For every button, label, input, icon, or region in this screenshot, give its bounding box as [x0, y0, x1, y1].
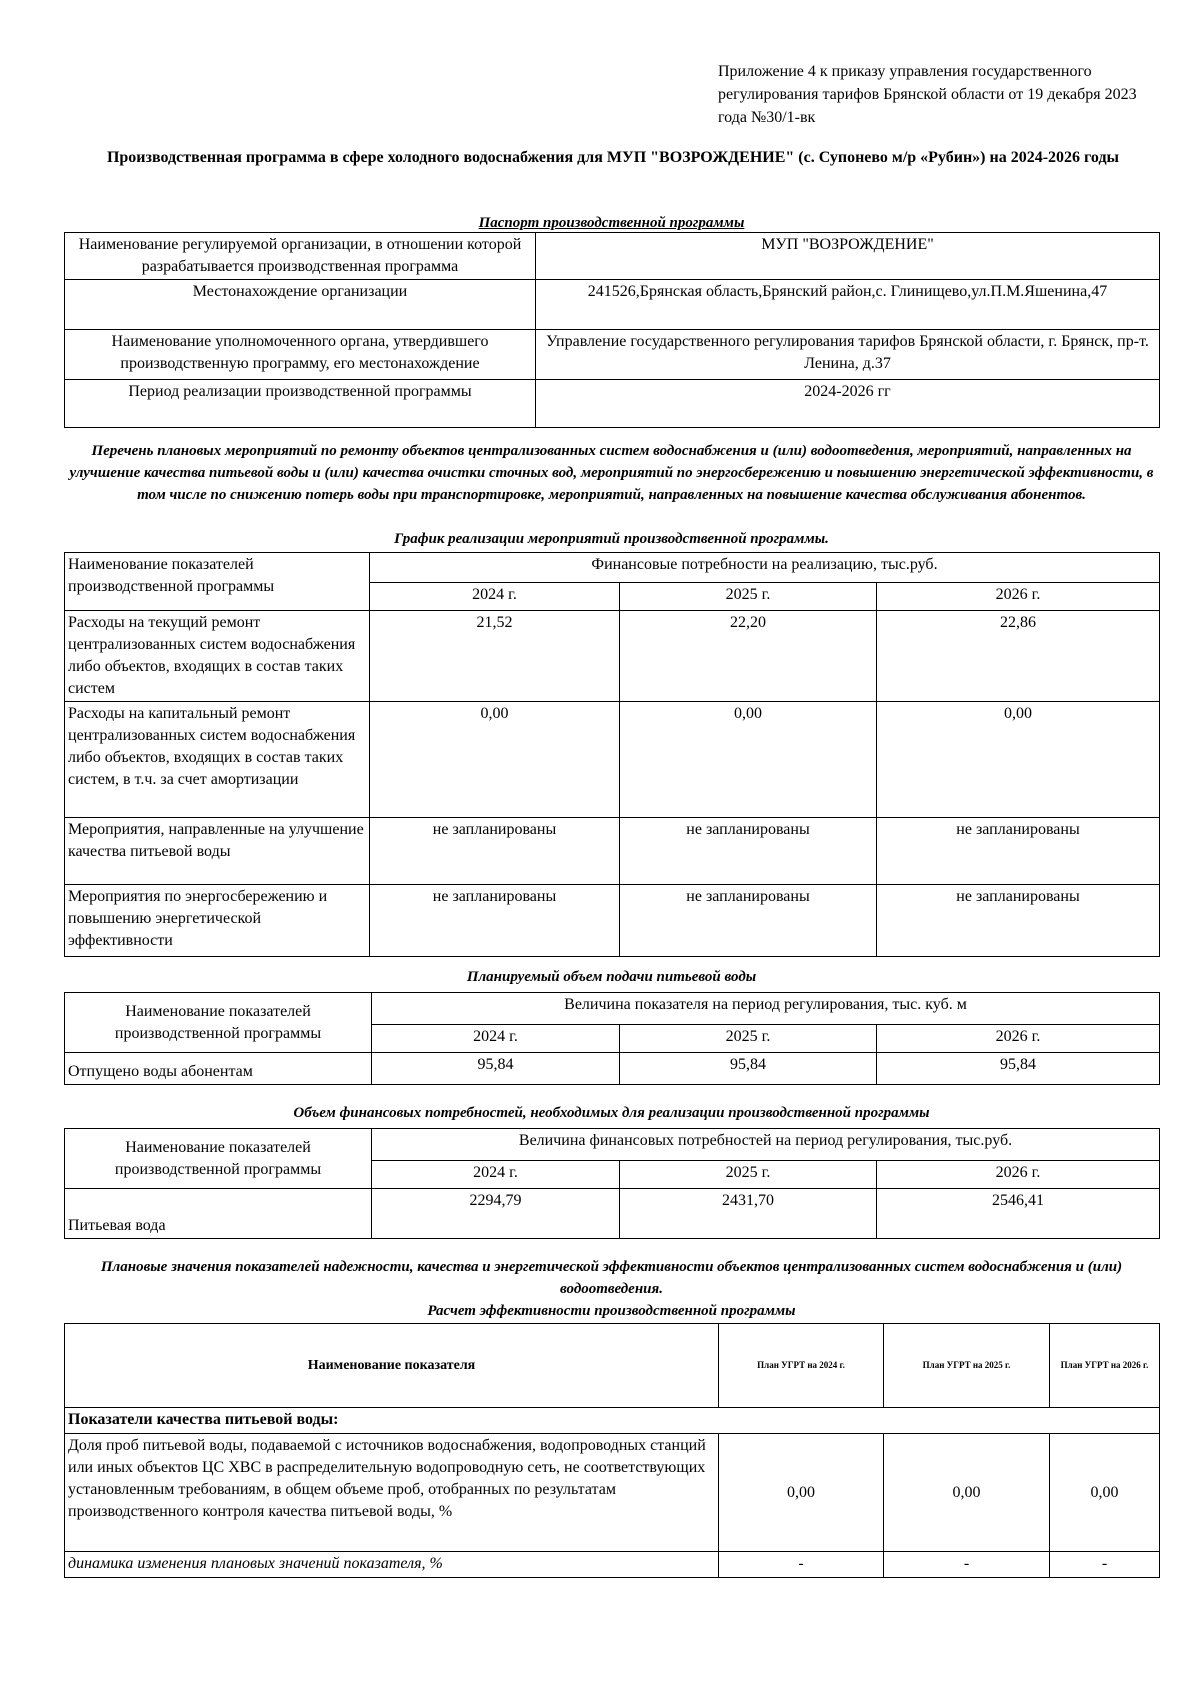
column-group-header: Финансовые потребности на реализацию, тыс.руб. [370, 553, 1160, 583]
measures-table [64, 552, 1160, 957]
cell-value: 2546,41 [877, 1189, 1160, 1239]
plan-column-header: План УГРТ на 2026 г. [1050, 1324, 1160, 1408]
cell-value: 2431,70 [620, 1189, 877, 1239]
section-row: Показатели качества питьевой воды: [65, 1408, 1160, 1434]
passport-label: Местонахождение организации [65, 280, 536, 330]
passport-label: Наименование уполномоченного органа, утвердившего производственную программу, его местонахождение [65, 330, 536, 380]
cell-value: 0,00 [877, 702, 1160, 818]
year-header: 2024 г. [370, 583, 620, 611]
finance-heading: Объем финансовых потребностей, необходимых для реализации производственной программы [293, 1105, 930, 1121]
cell-value: не запланированы [370, 818, 620, 885]
table-row [65, 1189, 1160, 1239]
measures-heading: Перечень плановых мероприятий по ремонту объектов централизованных систем водоснабжения и (или) водоотведения, мероприятий, направленных на улучшение качества питьевой воды и (или) качества очистки сточных вод, мероприятий по энергосбережению и повышению энергетической эффективности, в том числе по снижению потерь воды при транспортировке, мероприятий, направленных на повышение качества обслуживания абонентов. [69, 443, 1154, 503]
table-row [65, 1324, 1160, 1408]
cell-value: 22,20 [620, 611, 877, 702]
table-row [65, 380, 1160, 428]
row-label: динамика изменения плановых значений показателя, % [65, 1552, 719, 1578]
cell-value: 95,84 [877, 1053, 1160, 1085]
table-row [65, 330, 1160, 380]
row-label: Мероприятия по энергосбережению и повышению энергетической эффективности [65, 885, 370, 957]
passport-value: 241526,Брянская область,Брянский район,с. Глинищево,ул.П.М.Яшенина,47 [536, 280, 1160, 330]
table-row [65, 993, 1160, 1025]
year-header: 2025 г. [620, 1025, 877, 1053]
volume-heading: Планируемый объем подачи питьевой воды [466, 969, 757, 985]
cell-value: - [719, 1552, 884, 1578]
finance-table [64, 1128, 1160, 1239]
cell-value: 0,00 [1050, 1434, 1160, 1552]
table-row [65, 1552, 1160, 1578]
row-label: Питьевая вода [65, 1189, 372, 1239]
table-row [65, 818, 1160, 885]
table-row [65, 702, 1160, 818]
row-label: Доля проб питьевой воды, подаваемой с источников водоснабжения, водопроводных станций или иных объектов ЦС ХВС в распределительную водопроводную сеть, не соответствующих установленным требованиям, в общем объеме проб, отобранных по результатам производственного контроля качества питьевой воды, % [65, 1434, 719, 1552]
cell-value: 0,00 [719, 1434, 884, 1552]
year-header: 2024 г. [372, 1161, 620, 1189]
cell-value: 22,86 [877, 611, 1160, 702]
passport-value: Управление государственного регулирования тарифов Брянской области, г. Брянск, пр-т. Ленина, д.37 [536, 330, 1160, 380]
table-row [65, 611, 1160, 702]
table-row [65, 233, 1160, 280]
cell-value: 21,52 [370, 611, 620, 702]
passport-label: Наименование регулируемой организации, в отношении которой разрабатывается производственная программа [65, 233, 536, 280]
year-header: 2024 г. [372, 1025, 620, 1053]
passport-table [64, 232, 1160, 428]
cell-value: не запланированы [877, 818, 1160, 885]
row-label: Мероприятия, направленные на улучшение качества питьевой воды [65, 818, 370, 885]
table-row [65, 1408, 1160, 1434]
year-header: 2026 г. [877, 1161, 1160, 1189]
plan-column-header: План УГРТ на 2024 г. [719, 1324, 884, 1408]
row-label: Расходы на текущий ремонт централизованных систем водоснабжения либо объектов, входящих в состав таких систем [65, 611, 370, 702]
cell-value: - [1050, 1552, 1160, 1578]
column-header-label: Наименование показателей производственной программы [65, 1129, 372, 1189]
cell-value: 95,84 [620, 1053, 877, 1085]
passport-value: 2024-2026 гг [536, 380, 1160, 428]
row-label: Отпущено воды абонентам [65, 1053, 372, 1085]
column-header-label: Наименование показателей производственной программы [65, 553, 370, 611]
column-header-label: Наименование показателей производственной программы [65, 993, 372, 1053]
cell-value: 95,84 [372, 1053, 620, 1085]
efficiency-heading: Плановые значения показателей надежности, качества и энергетической эффективности объектов централизованных систем водоснабжения и (или) водоотведения. [100, 1259, 1123, 1297]
cell-value: 0,00 [620, 702, 877, 818]
cell-value: 0,00 [884, 1434, 1050, 1552]
column-group-header: Величина финансовых потребностей на период регулирования, тыс.руб. [372, 1129, 1160, 1161]
year-header: 2026 г. [877, 583, 1160, 611]
appendix-note: Приложение 4 к приказу управления государственного регулирования тарифов Брянской области от 19 декабря 2023 года №30/1-вк [718, 63, 1137, 126]
year-header: 2026 г. [877, 1025, 1160, 1053]
cell-value: не запланированы [620, 885, 877, 957]
table-row [65, 885, 1160, 957]
passport-label: Период реализации производственной программы [65, 380, 536, 428]
document-title: Производственная программа в сфере холодного водоснабжения для МУП "ВОЗРОЖДЕНИЕ" (с. Супонево м/р «Рубин») на 2024-2026 годы [106, 149, 1120, 166]
column-header-label: Наименование показателя [65, 1324, 719, 1408]
cell-value: не запланированы [877, 885, 1160, 957]
measures-subheading: График реализации мероприятий производственной программы. [394, 531, 829, 547]
table-row [65, 280, 1160, 330]
cell-value: 2294,79 [372, 1189, 620, 1239]
cell-value: не запланированы [620, 818, 877, 885]
cell-value: - [884, 1552, 1050, 1578]
row-label: Расходы на капитальный ремонт централизованных систем водоснабжения либо объектов, входящих в состав таких систем, в т.ч. за счет амортизации [65, 702, 370, 818]
table-row [65, 553, 1160, 583]
column-group-header: Величина показателя на период регулирования, тыс. куб. м [372, 993, 1160, 1025]
table-row [65, 1129, 1160, 1161]
passport-value: МУП "ВОЗРОЖДЕНИЕ" [536, 233, 1160, 280]
efficiency-subheading: Расчет эффективности производственной программы [427, 1303, 796, 1319]
year-header: 2025 г. [620, 1161, 877, 1189]
volume-table [64, 992, 1160, 1085]
year-header: 2025 г. [620, 583, 877, 611]
table-row [65, 1434, 1160, 1552]
passport-heading: Паспорт производственной программы [478, 215, 745, 231]
efficiency-table [64, 1323, 1160, 1578]
table-row [65, 1053, 1160, 1085]
cell-value: 0,00 [370, 702, 620, 818]
plan-column-header: План УГРТ на 2025 г. [884, 1324, 1050, 1408]
cell-value: не запланированы [370, 885, 620, 957]
